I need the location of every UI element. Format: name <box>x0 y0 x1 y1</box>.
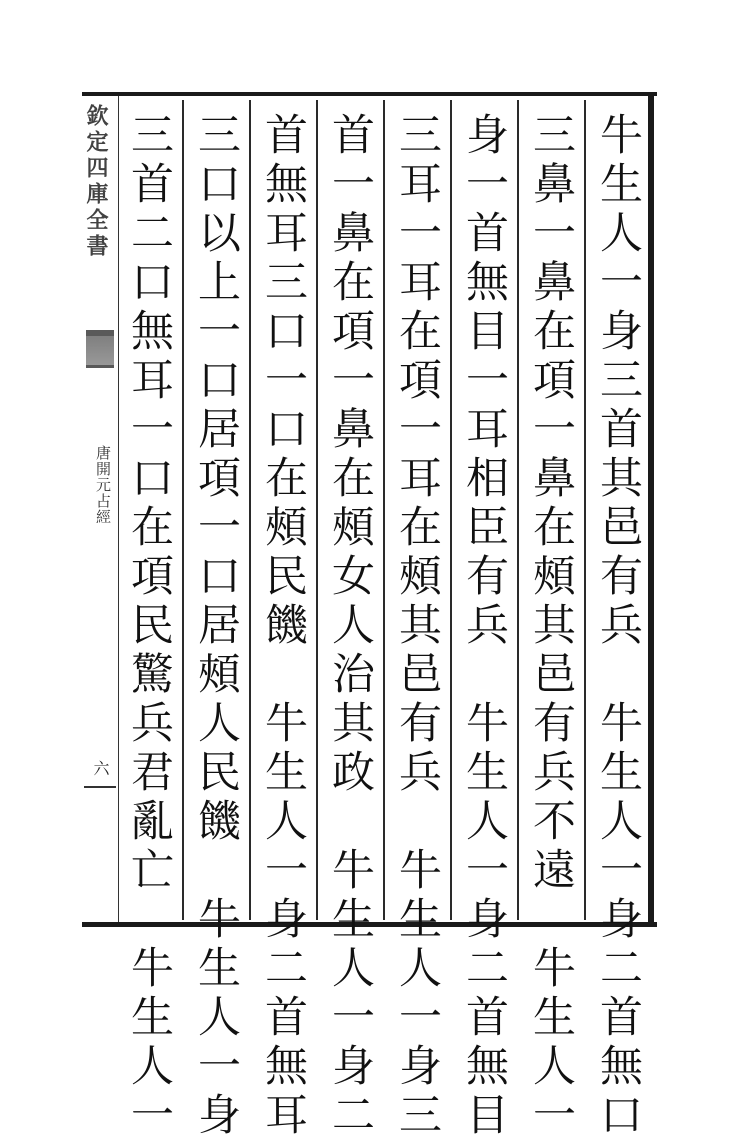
text-column-2: 三鼻一鼻在項一鼻在頰其邑有兵不遠 牛生人一 <box>526 112 576 1141</box>
column-rule <box>584 100 586 920</box>
fish-tail-mark <box>86 330 114 368</box>
margin-page-number: 六 <box>91 760 110 776</box>
text-column-8: 三首二口無耳一口在項民驚兵君亂亡 牛生人一 <box>124 112 174 1141</box>
column-rule <box>450 100 452 920</box>
text-column-5: 首一鼻在項一鼻在頰女人治其政 牛生人一身二 <box>325 112 375 1141</box>
frame-right-border <box>648 92 654 927</box>
column-rule <box>249 100 251 920</box>
column-rule <box>517 100 519 920</box>
text-column-4: 三耳一耳在項一耳在頰其邑有兵 牛生人一身三 <box>392 112 442 1141</box>
margin-book-title: 唐開元占經 <box>94 445 112 525</box>
text-column-1: 牛生人一身三首其邑有兵 牛生人一身二首無口 <box>593 112 643 1141</box>
column-rule <box>316 100 318 920</box>
page-number-rule <box>84 786 116 788</box>
column-rule <box>182 100 184 920</box>
text-column-7: 三口以上一口居項一口居頰人民饑 牛生人一身 <box>191 112 241 1141</box>
text-column-6: 首無耳三口一口在頰民饑 牛生人一身二首無耳 <box>258 112 308 1141</box>
text-column-3: 身一首無目一耳相臣有兵 牛生人一身二首無目 <box>459 112 509 1141</box>
column-rule <box>383 100 385 920</box>
margin-collection-title: 欽定四庫全書 <box>83 104 109 260</box>
